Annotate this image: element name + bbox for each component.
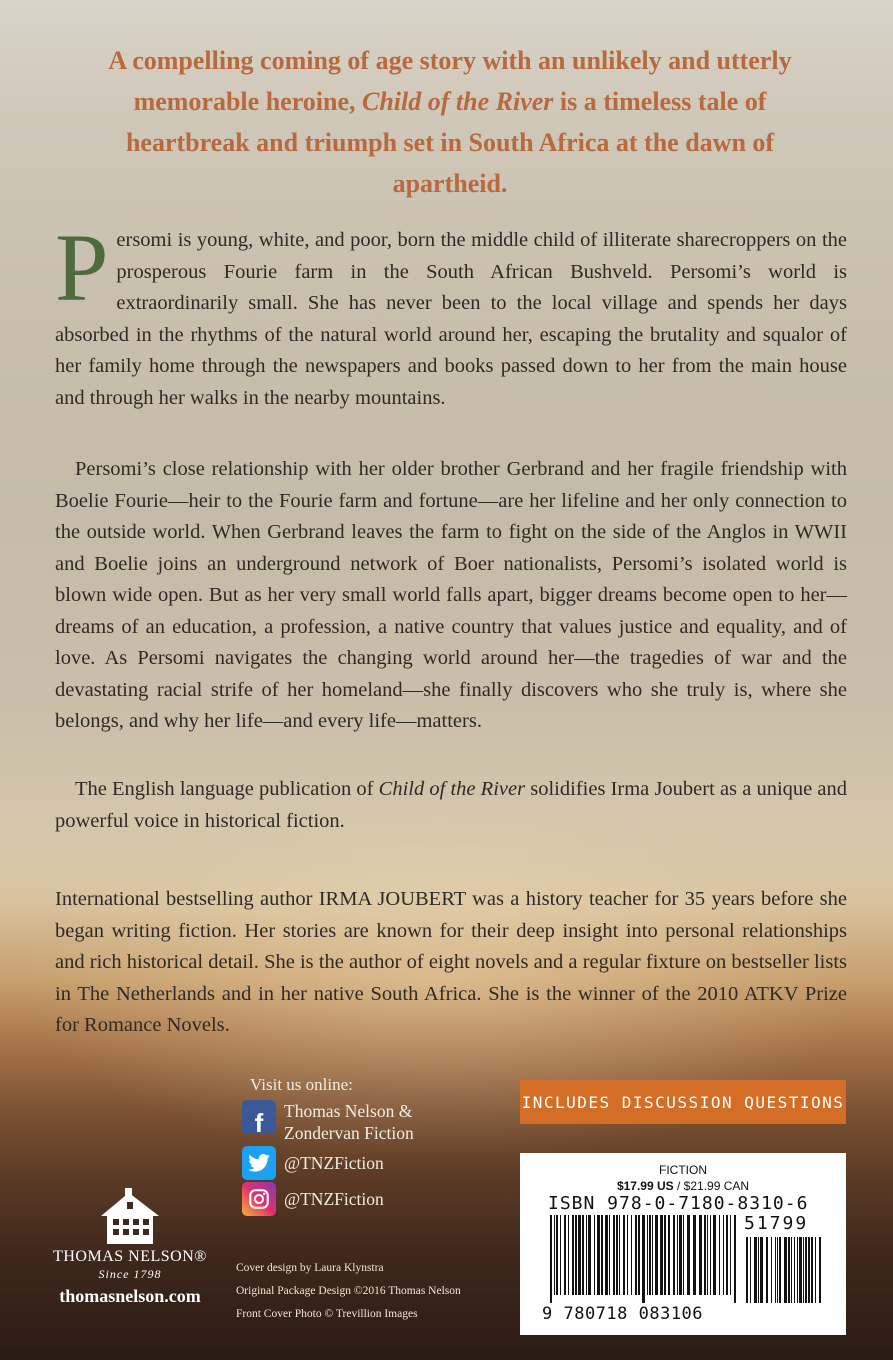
barcode-bar — [560, 1215, 561, 1295]
barcode-bar — [601, 1215, 603, 1295]
barcode-bar — [660, 1215, 663, 1295]
barcode-addon-bar — [788, 1237, 790, 1303]
publisher-since: Since 1798 — [98, 1267, 162, 1281]
barcode-bar — [664, 1215, 666, 1295]
tagline-book-title: Child of the River — [362, 87, 554, 116]
barcode-bar — [575, 1215, 577, 1295]
facebook-label-line-1: Thomas Nelson & — [284, 1101, 413, 1121]
barcode-addon-bar — [771, 1237, 772, 1303]
barcode-bar — [726, 1215, 728, 1295]
barcode-bar — [572, 1215, 574, 1295]
facebook-label-line-2: Zondervan Fiction — [284, 1123, 414, 1143]
barcode-panel — [520, 1153, 846, 1335]
barcode-bar — [619, 1215, 620, 1295]
barcode-addon-bar — [791, 1237, 792, 1303]
barcode-addon-bar — [794, 1237, 795, 1303]
barcode-digits: 9 780718 083106 — [542, 1304, 704, 1324]
publisher-url[interactable]: thomasnelson.com — [59, 1286, 201, 1306]
barcode-addon-bar — [803, 1237, 804, 1303]
barcode-addon-bar — [808, 1237, 810, 1303]
barcode-bar — [623, 1215, 625, 1295]
credit-cover-photo: Front Cover Photo © Trevillion Images — [236, 1308, 418, 1320]
price-label — [520, 1179, 846, 1193]
barcode-bar — [550, 1215, 552, 1303]
price-can: $21.99 CAN — [683, 1179, 750, 1193]
barcode-bar — [647, 1215, 648, 1295]
barcode-bar — [613, 1215, 615, 1295]
addon-digits: 51799 — [744, 1213, 809, 1234]
barcode-bar — [582, 1215, 584, 1295]
barcode-bar — [578, 1215, 581, 1295]
barcode-bar — [586, 1215, 587, 1295]
description-paragraph-3 — [55, 774, 847, 837]
instagram-link[interactable] — [242, 1182, 384, 1216]
barcode-bar — [734, 1215, 736, 1303]
credit-cover-design: Cover design by Laura Klynstra — [236, 1262, 384, 1274]
tagline-text-1: A compelling coming of age story with an unlikely and utterly memorable heroine, — [108, 46, 792, 116]
house-icon — [95, 1188, 165, 1246]
barcode-bar — [730, 1215, 731, 1295]
barcode-bar — [704, 1215, 706, 1295]
barcode-bar — [699, 1215, 702, 1295]
p3-book-title: Child of the River — [378, 778, 526, 800]
twitter-icon — [242, 1146, 276, 1180]
barcode-bar — [564, 1215, 566, 1295]
barcode-addon-bar — [766, 1237, 768, 1303]
barcode-bar — [655, 1215, 658, 1295]
barcode-addon-bar — [777, 1237, 778, 1303]
facebook-icon: f — [242, 1100, 276, 1134]
barcode-bar — [652, 1215, 653, 1295]
barcode-bar — [713, 1215, 716, 1295]
barcode-addon-bar — [775, 1237, 776, 1303]
barcode-addon-bar — [811, 1237, 813, 1303]
barcode-bar — [668, 1215, 670, 1295]
barcode-bar — [673, 1215, 675, 1295]
drop-cap: P — [55, 214, 109, 321]
barcode-bar — [723, 1215, 724, 1295]
publisher-logo — [40, 1188, 220, 1307]
publisher-name: THOMAS NELSON® — [53, 1248, 207, 1265]
barcode-bar — [677, 1215, 678, 1295]
barcode-bar — [687, 1215, 690, 1295]
instagram-icon — [242, 1182, 276, 1216]
twitter-link[interactable] — [242, 1146, 384, 1180]
barcode-bar — [588, 1215, 591, 1295]
barcode-bar — [597, 1215, 600, 1295]
instagram-handle: @TNZFiction — [284, 1189, 384, 1209]
barcode-bar — [605, 1215, 608, 1295]
description-paragraph-1-text: ersomi is young, white, and poor, born the middle child of illiterate sharecroppers on the prosperous Fourie farm in the South African Bushveld. Persomi’s world is extraordinarily small. She has never been to the local village and spends her days absorbed in the rhythms of the natural world around her, escaping the brutality and squalor of her family home through the newspapers and books passed down to her from the main house and through her walks in the nearby mountains. — [55, 229, 847, 409]
barcode-bar — [594, 1215, 595, 1295]
barcode-bar — [679, 1215, 682, 1295]
category-label: FICTION — [659, 1163, 707, 1177]
barcode-addon-bar — [797, 1237, 798, 1303]
price-us: $17.99 US — [616, 1179, 674, 1193]
barcode-addon-bar — [784, 1237, 787, 1303]
tagline-text-2: is a timeless tale of heartbreak and triumph set in South Africa at the dawn of apartheid. — [125, 87, 775, 198]
barcode-bar — [635, 1215, 637, 1295]
barcode-addon-bar — [760, 1237, 763, 1303]
barcode-bar — [710, 1215, 711, 1295]
description-paragraph-2: Persomi’s close relationship with her older brother Gerbrand and her fragile friendship with Boelie Fourie—heir to the Fourie farm and fortune—are her lifeline and her only connection to the outside world. When Gerbrand leaves the farm to fight on the side of the Anglos in WWII and Boelie joins an underground network of Boer nationalists, Persomi’s isolated world is blown wide open. But as her very small world falls apart, bigger dreams become open to her—dreams of an education, a profession, a native country that values justice and equality, and of love. As Persomi navigates the changing world around her—the tragedies of war and the devastating racial strife of her homeland—she finally discovers who she truly is, where she belongs, and why her life—and every life—matters. — [55, 458, 847, 732]
barcode-bar — [568, 1215, 569, 1295]
visit-heading: Visit us online: — [250, 1075, 353, 1094]
author-bio: International bestselling author IRMA JOUBERT was a history teacher for 35 years before she began writing fiction. Her stories are known for their deep insight into personal relationships and rich historical detail. She is the author of eight novels and a regular fixture on bestseller lists in The Netherlands and in her native South Africa. She is the winner of the 2010 ATKV Prize for Romance Novels. — [55, 888, 847, 1036]
facebook-label — [284, 1100, 414, 1144]
p3-text-2: solidifies Irma Joubert as a unique and powerful voice in historical fiction. — [55, 778, 848, 832]
barcode-bar — [642, 1215, 645, 1303]
barcode-addon-bar — [750, 1237, 751, 1303]
barcode-bar — [616, 1215, 618, 1295]
barcode-bar — [693, 1215, 696, 1295]
barcode-bar — [649, 1215, 651, 1295]
barcode-bar — [683, 1215, 684, 1295]
barcode-addon-bar — [758, 1237, 759, 1303]
twitter-handle: @TNZFiction — [284, 1153, 384, 1173]
price-separator: / — [673, 1179, 684, 1193]
barcode-addon-bar — [779, 1237, 781, 1303]
barcode-bar — [719, 1215, 720, 1295]
barcode-addon-bar — [799, 1237, 802, 1303]
barcode-bar — [556, 1215, 558, 1295]
tagline — [70, 40, 830, 204]
description-paragraph-1 — [55, 214, 847, 414]
barcode-addon-bar — [815, 1237, 816, 1303]
p3-text-1: The English language publication of — [75, 778, 379, 800]
credit-package-design: Original Package Design ©2016 Thomas Nelson — [236, 1285, 461, 1297]
isbn-text: ISBN 978-0-7180-8310-6 — [548, 1193, 809, 1214]
barcode-addon-bar — [805, 1237, 807, 1303]
barcode-bar — [707, 1215, 708, 1295]
barcode-addon-bar — [746, 1237, 748, 1303]
barcode-bar — [638, 1215, 640, 1295]
barcode-bar — [627, 1215, 628, 1295]
discussion-questions-banner: INCLUDES DISCUSSION QUESTIONS — [520, 1080, 846, 1124]
barcode-addon-bar — [754, 1237, 757, 1303]
barcode-bar — [554, 1215, 555, 1295]
barcode-bar — [631, 1215, 632, 1295]
barcode-addon-bar — [819, 1237, 821, 1303]
barcode-bar — [609, 1215, 610, 1295]
credits — [236, 1257, 461, 1326]
facebook-link[interactable] — [242, 1100, 414, 1144]
